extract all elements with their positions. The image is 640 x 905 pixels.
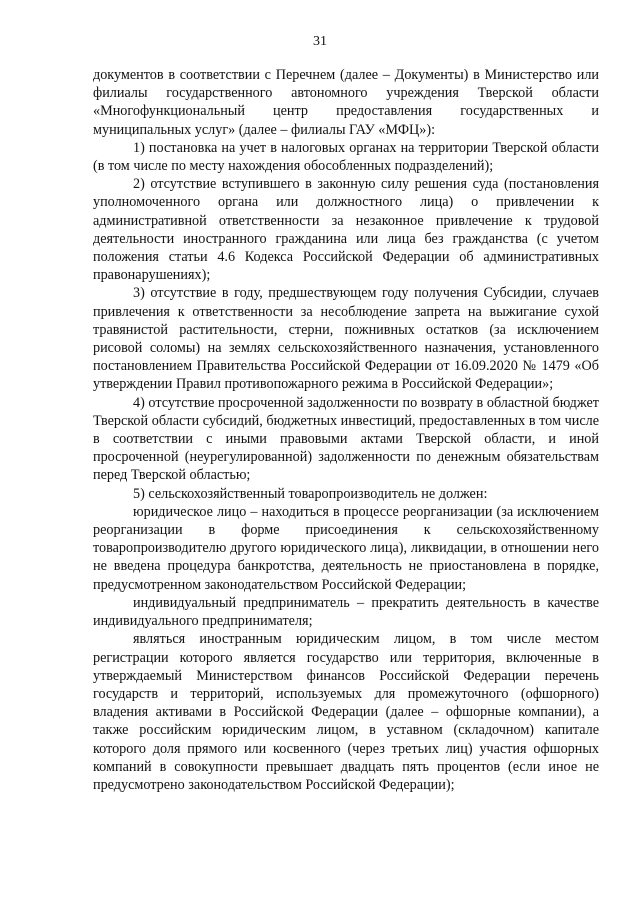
paragraph-offshore-companies: являться иностранным юридическим лицом, в том числе местом регистрации которого является государство или территория, включенные в утверждаемый Министерством финансов Российской Федерации перечень государств и территорий, используемых для промежуточного (офшорного) владения активами в Российской Федерации (далее – офшорные компании), а также российским юридическим лицом, в уставном (складочном) капитале которого доля прямого или косвенного (через третьих лиц) участия офшорных компаний в совокупности превышает двадцать пять процентов (если иное не предусмотрено законодательством Российской Федерации); — [93, 631, 599, 793]
paragraph-item-3: 3) отсутствие в году, предшествующем году получения Субсидии, случаев привлечения к ответственности за несоблюдение запрета на выжигание сухой травянистой растительности, стерни, пожнивных остатков (за исключением рисовой соломы) на землях сельскохозяйственного назначения, установленного постановлением Правительства Российской Федерации от 16.09.2020 № 1479 «Об утверждении Правил противопожарного режима в Российской Федерации»; — [93, 285, 599, 393]
document-body — [93, 66, 599, 794]
paragraph-item-1: 1) постановка на учет в налоговых органах на территории Тверской области (в том числе по месту нахождения обособленных подразделений); — [93, 139, 599, 175]
paragraph-item-4: 4) отсутствие просроченной задолженности по возврату в областной бюджет Тверской области субсидий, бюджетных инвестиций, предоставленных в том числе в соответствии с иными правовыми актами Тверской области, и иной просроченной (неурегулированной) задолженности по денежным обязательствам перед Тверской областью; — [93, 394, 599, 484]
paragraph-individual-entrepreneur: индивидуальный предприниматель – прекратить деятельность в качестве индивидуального предпринимателя; — [93, 594, 599, 630]
paragraph-legal-entity: юридическое лицо – находиться в процессе реорганизации (за исключением реорганизации в форме присоединения к сельскохозяйственному товаропроизводителю другого юридического лица), ликвидации, в отношении него не введена процедура банкротства, деятельность не приостановлена в порядке, предусмотренном законодательством Российской Федерации; — [93, 503, 599, 593]
page-number: 31 — [313, 34, 327, 49]
paragraph-intro-continuation: документов в соответствии с Перечнем (далее – Документы) в Министерство или филиалы государственного автономного учреждения Тверской области «Многофункциональный центр предоставления государственных и муниципальных услуг» (далее – филиалы ГАУ «МФЦ»): — [93, 67, 599, 138]
paragraph-item-5: 5) сельскохозяйственный товаропроизводитель не должен: — [133, 485, 488, 502]
paragraph-item-2: 2) отсутствие вступившего в законную силу решения суда (постановления уполномоченного органа или должностного лица) о привлечении к административной ответственности за незаконное привлечение к трудовой деятельности иностранного гражданина или лица без гражданства (с учетом положения статьи 4.6 Кодекса Российской Федерации об административных правонарушениях); — [93, 176, 599, 284]
